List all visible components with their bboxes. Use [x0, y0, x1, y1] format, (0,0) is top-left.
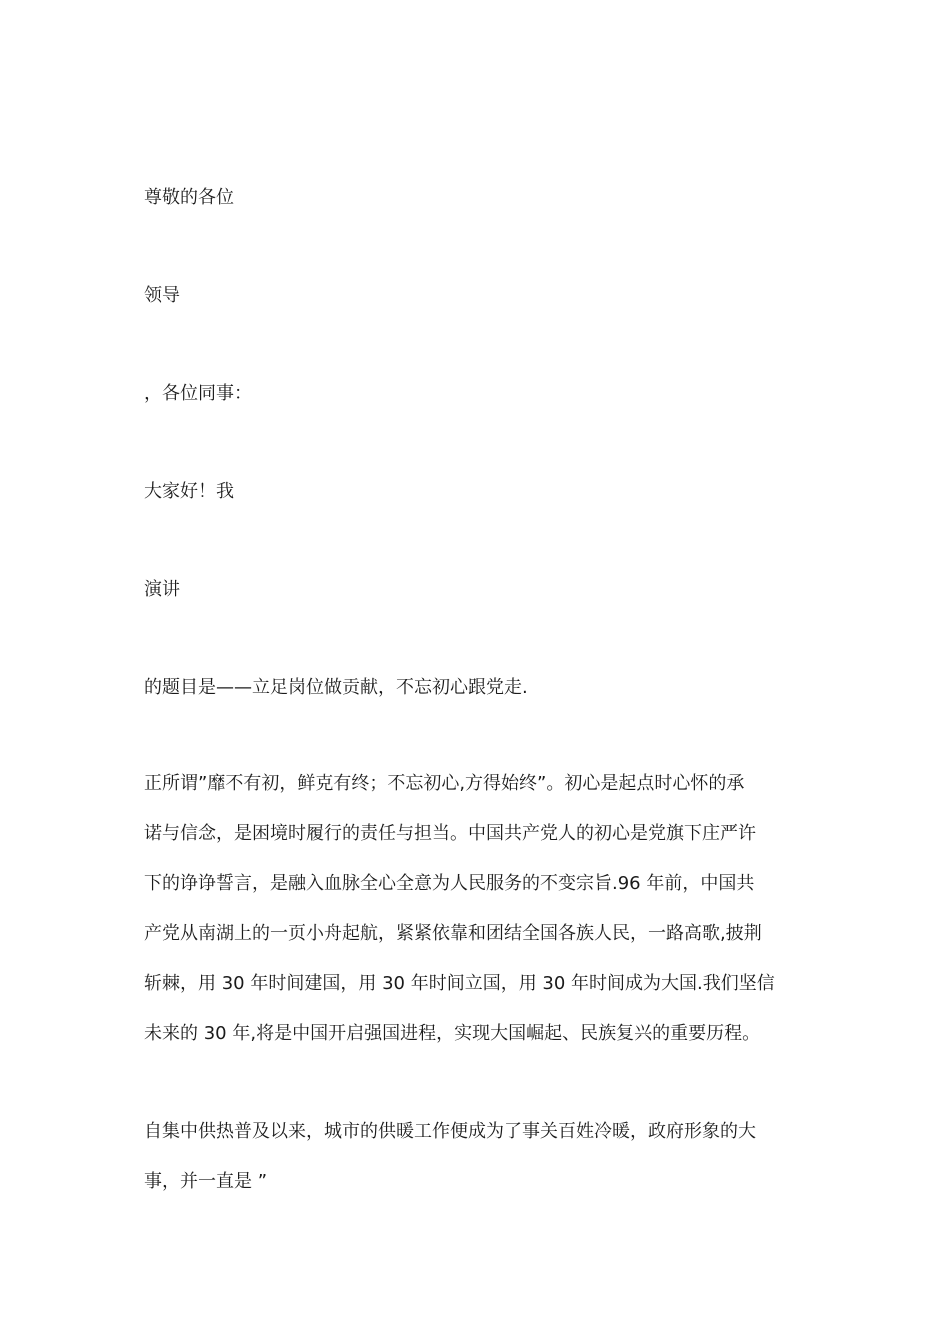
- salutation-line-3: ，各位同事：: [144, 383, 252, 404]
- greeting-line: 大家好！我: [144, 481, 234, 502]
- paragraph-line: 斩棘，用 30 年时间建国，用 30 年时间立国，用 30 年时间成为大国.我们坚信: [144, 973, 775, 994]
- speech-line: 演讲: [144, 579, 180, 600]
- paragraph-line: 正所谓”靡不有初，鲜克有终；不忘初心,方得始终”。初心是起点时心怀的承: [144, 773, 745, 794]
- paragraph-2: [144, 1120, 804, 1220]
- paragraph-1: [144, 772, 804, 1072]
- salutation-line-1: 尊敬的各位: [144, 187, 234, 208]
- paragraph-line: 下的诤诤誓言，是融入血脉全心全意为人民服务的不变宗旨.96 年前，中国共: [144, 873, 755, 894]
- paragraph-line: 未来的 30 年,将是中国开启强国进程，实现大国崛起、民族复兴的重要历程。: [144, 1023, 761, 1044]
- paragraph-line: 产党从南湖上的一页小舟起航，紧紧依靠和团结全国各族人民，一路高歌,披荆: [144, 923, 762, 944]
- paragraph-line: 诺与信念，是困境时履行的责任与担当。中国共产党人的初心是党旗下庄严许: [144, 823, 756, 844]
- speech-title-line: 的题目是——立足岗位做贡献，不忘初心跟党走.: [144, 677, 528, 698]
- paragraph-line: 事，并一直是 ”: [144, 1171, 268, 1192]
- paragraph-line: 自集中供热普及以来，城市的供暖工作便成为了事关百姓冷暖，政府形象的大: [144, 1121, 756, 1142]
- salutation-line-2: 领导: [144, 285, 180, 306]
